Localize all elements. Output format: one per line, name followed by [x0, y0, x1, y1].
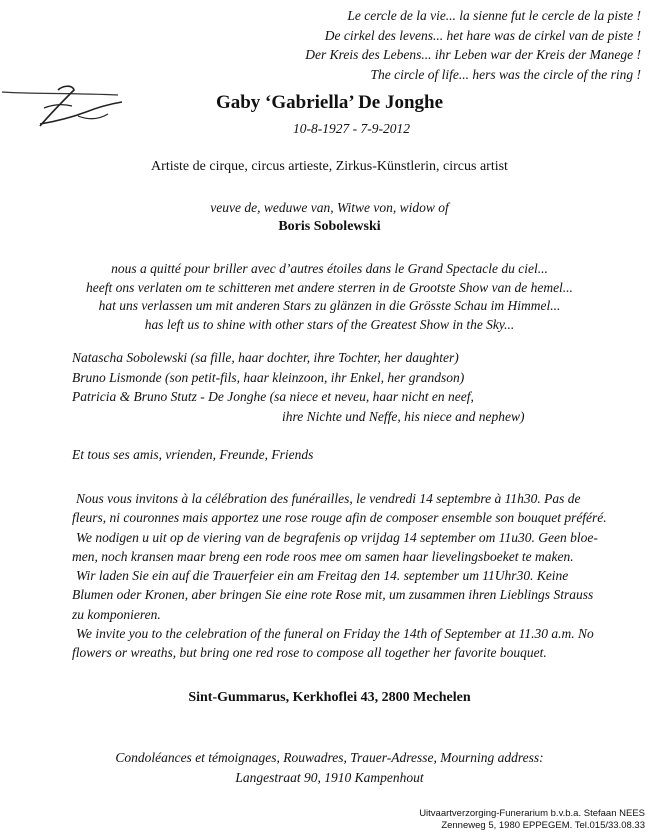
- condolences-label: Condoléances et témoignages, Rouwadres, Trauer-Adresse, Mourning address:: [115, 750, 544, 765]
- profession: Artiste de cirque, circus artieste, Zirkus-Künstlerin, circus artist: [151, 159, 508, 174]
- condolences-block: [0, 748, 659, 787]
- invitation-line: Nous vous invitons à la célébration des funérailles, le vendredi 14 septembre à 11h30. Pas de: [76, 491, 581, 506]
- invitation-line: zu komponieren.: [72, 606, 161, 622]
- family-member-continued: ihre Nichte und Neffe, his niece and nephew): [282, 408, 525, 424]
- invitation-line: men, noch kransen maar breng een rode roos mee om samen haar lievelingsboeket te maken.: [72, 548, 574, 564]
- invitation-line: Wir laden Sie ein auf die Trauerfeier ein am Freitag den 14. september um 11Uhr30. Keine: [76, 568, 569, 584]
- invitation-line: flowers or wreaths, but bring one red rose to compose all together her favorite bouquet.: [72, 645, 547, 661]
- undertaker-address: Zenneweg 5, 1980 EPPEGEM. Tel.015/33.08.33: [441, 820, 645, 831]
- family-member: Patricia & Bruno Stutz - De Jonghe (sa niece et neveu, haar nicht en neef,: [72, 389, 474, 404]
- motto-line-en: The circle of life... hers was the circle of the ring !: [370, 66, 641, 82]
- invitation-line: We invite you to the celebration of the funeral on Friday the 14th of September at 11.30 a.m. No: [76, 626, 594, 642]
- undertaker-name: Uitvaartverzorging-Funerarium b.v.b.a. Stefaan NEES: [419, 808, 645, 819]
- widow-of-line: veuve de, weduwe van, Witwe von, widow of: [210, 200, 449, 215]
- departed-line-de: hat uns verlassen um mit anderen Stars zu glänzen in die Grösste Schau im Himmel...: [98, 298, 561, 313]
- motto-block: [305, 6, 641, 84]
- departed-line-fr: nous a quitté pour briller avec d’autres étoiles dans le Grand Spectacle du ciel...: [111, 261, 548, 276]
- family-member: Bruno Lismonde (son petit-fils, haar kleinzoon, ihr Enkel, her grandson): [72, 369, 465, 385]
- invitation-line: Blumen oder Kronen, aber bringen Sie eine rote Rose mit, um zusammen ihren Lieblings Strauss: [72, 587, 594, 603]
- invitation-line: fleurs, ni couronnes mais apportez une rose rouge afin de composer ensemble son bouquet préféré.: [72, 510, 607, 526]
- motto-line-nl: De cirkel des levens... het hare was de cirkel van de piste !: [324, 27, 641, 43]
- undertaker-credit: [419, 808, 645, 832]
- motto-line-fr: Le cercle de la vie... la sienne fut le cercle de la piste !: [347, 8, 641, 23]
- deceased-name: Gaby ‘Gabriella’ De Jonghe: [215, 92, 444, 113]
- funeral-venue: Sint-Gummarus, Kerkhoflei 43, 2800 Mechelen: [188, 690, 471, 705]
- departed-line-nl: heeft ons verlaten om te schitteren met andere sterren in de Grootste Show van de hemel...: [86, 279, 573, 295]
- departed-line-en: has left us to shine with other stars of the Greatest Show in the Sky...: [144, 316, 515, 332]
- friends-line: Et tous ses amis, vrienden, Freunde, Friends: [72, 447, 314, 462]
- mourning-address: Langestraat 90, 1910 Kampenhout: [235, 769, 424, 785]
- family-list: [72, 348, 524, 426]
- departed-block: [0, 260, 659, 334]
- motto-line-de: Der Kreis des Lebens... ihr Leben war der Kreis der Manege !: [305, 47, 641, 62]
- life-dates: 10-8-1927 - 7-9-2012: [293, 121, 410, 136]
- family-member: Natascha Sobolewski (sa fille, haar dochter, ihre Tochter, her daughter): [72, 350, 459, 365]
- husband-name: Boris Sobolewski: [278, 219, 381, 234]
- invitation-block: [72, 489, 642, 663]
- invitation-line: We nodigen u uit op de viering van de begrafenis op vrijdag 14 september om 11u30. Geen bloe-: [76, 529, 598, 545]
